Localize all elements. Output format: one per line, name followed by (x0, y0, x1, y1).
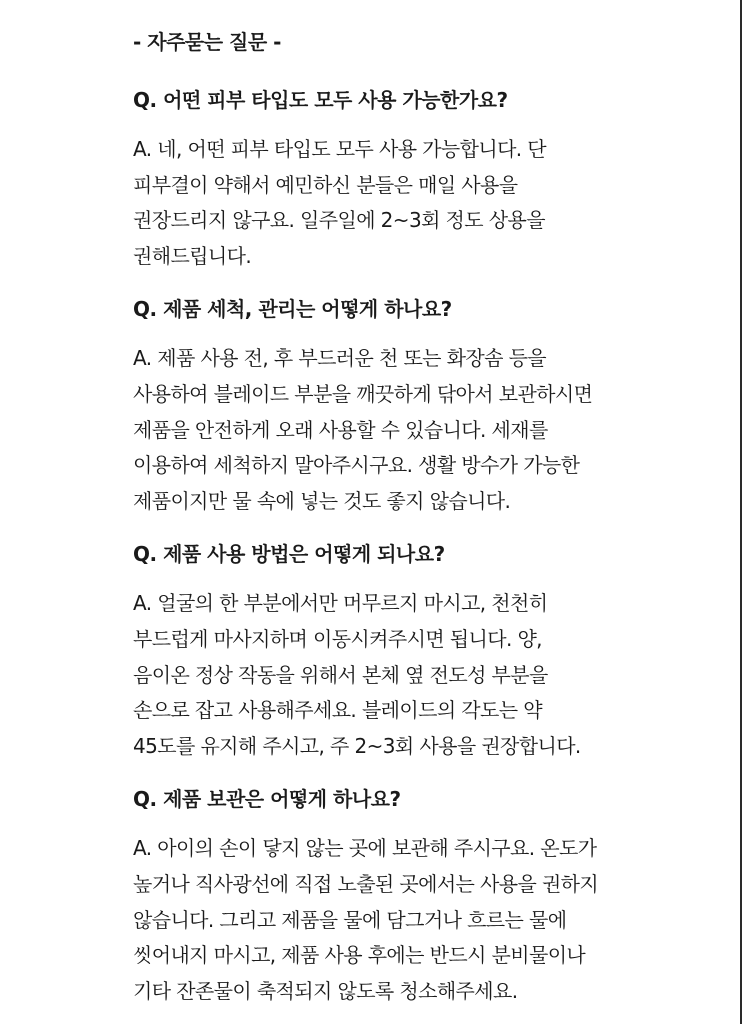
answer-line: 기타 잔존물이 축적되지 않도록 청소해주세요. (133, 978, 518, 1003)
faq-answer (133, 132, 693, 274)
faq-answer (133, 341, 693, 519)
answer-line: 이용하여 세척하지 말아주시구요. 생활 방수가 가능한 (133, 453, 580, 478)
faq-item (133, 779, 693, 1009)
answer-line: 제품이지만 물 속에 넣는 것도 좋지 않습니다. (133, 488, 511, 513)
answer-line: 음이온 정상 작동을 위해서 본체 옆 전도성 부분을 (133, 662, 548, 687)
answer-line: 피부결이 약해서 예민하신 분들은 매일 사용을 (133, 172, 518, 197)
faq-item (133, 534, 693, 764)
answer-line: 권해드립니다. (133, 243, 252, 268)
answer-line: 권장드리지 않구요. 일주일에 2~3회 정도 상용을 (133, 208, 545, 233)
answer-line: A. 제품 사용 전, 후 부드러운 천 또는 화장솜 등을 (133, 346, 547, 371)
answer-line: 부드럽게 마사지하며 이동시켜주시면 됩니다. 양, (133, 626, 542, 651)
faq-answer (133, 831, 693, 1009)
answer-line: 사용하여 블레이드 부분을 깨끗하게 닦아서 보관하시면 (133, 381, 593, 406)
faq-answer (133, 586, 693, 764)
answer-line: 높거나 직사광선에 직접 노출된 곳에서는 사용을 권하지 (133, 871, 599, 896)
answer-line: 않습니다. 그리고 제품을 물에 담그거나 흐르는 물에 (133, 907, 567, 932)
answer-line: A. 아이의 손이 닿지 않는 곳에 보관해 주시구요. 온도가 (133, 836, 597, 861)
answer-line: 손으로 잡고 사용해주세요. 블레이드의 각도는 약 (133, 698, 542, 723)
faq-question: Q. 제품 보관은 어떻게 하나요? (133, 787, 401, 812)
answer-line: A. 얼굴의 한 부분에서만 머무르지 마시고, 천천히 (133, 591, 548, 616)
answer-line: 제품을 안전하게 오래 사용할 수 있습니다. 세재를 (133, 417, 548, 442)
answer-line: A. 네, 어떤 피부 타입도 모두 사용 가능합니다. 단 (133, 137, 547, 161)
answer-line: 씻어내지 마시고, 제품 사용 후에는 반드시 분비물이나 (133, 943, 586, 968)
faq-item (133, 289, 693, 519)
faq-question: Q. 어떤 피부 타입도 모두 사용 가능한가요? (133, 88, 508, 112)
faq-content (133, 22, 693, 1024)
faq-question: Q. 제품 사용 방법은 어떻게 되나요? (133, 542, 445, 567)
answer-line: 45도를 유지해 주시고, 주 2~3회 사용을 권장합니다. (133, 733, 581, 758)
faq-question: Q. 제품 세척, 관리는 어떻게 하나요? (133, 297, 452, 322)
faq-item (133, 80, 693, 274)
page-title: - 자주묻는 질문 - (133, 30, 281, 54)
